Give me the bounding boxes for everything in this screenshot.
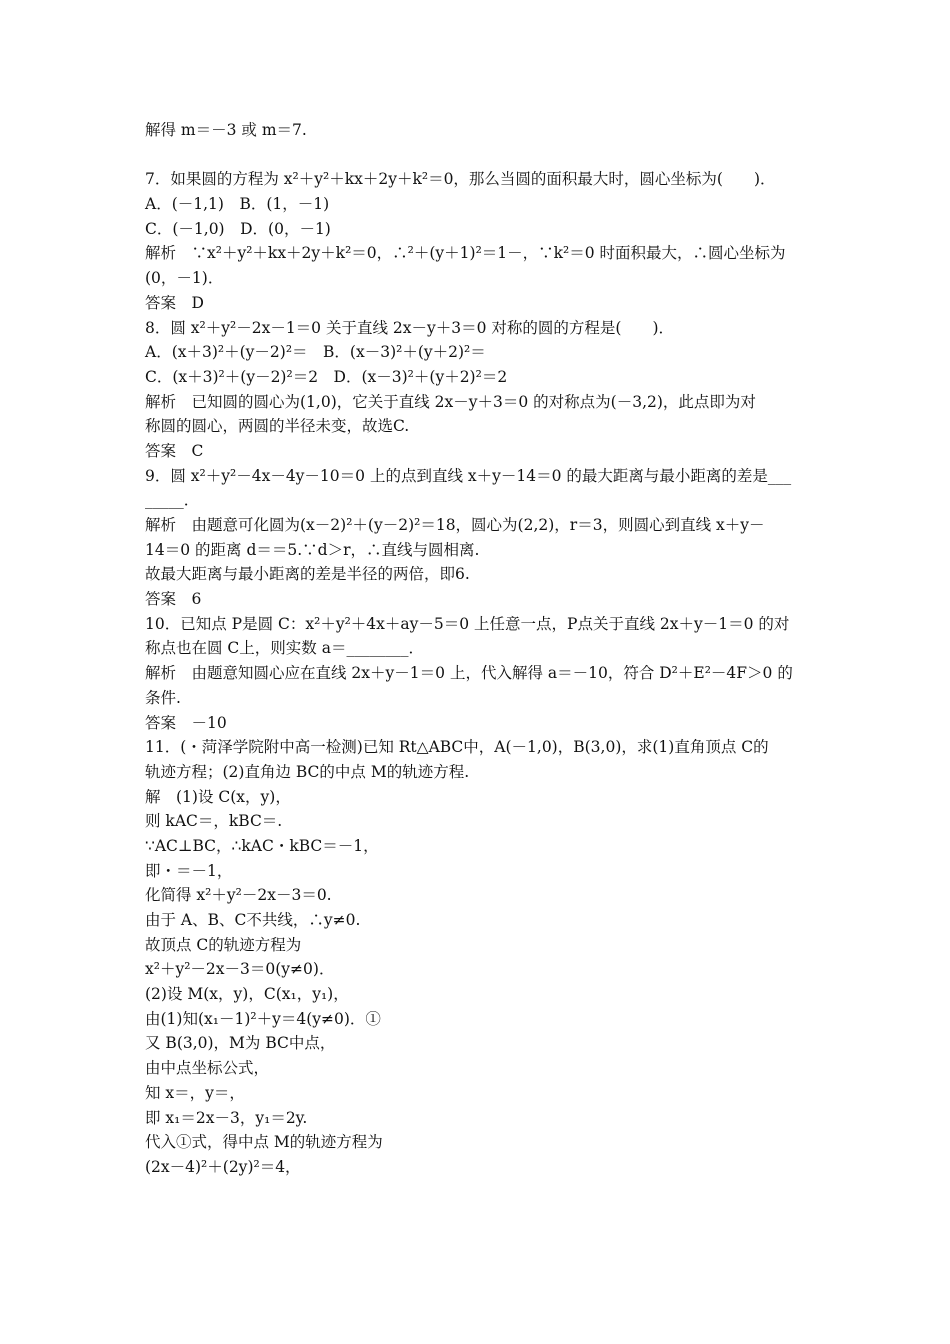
question-7-analysis: 解析 ∵x²＋y²＋kx＋2y＋k²＝0，∴²＋(y＋1)²＝1－，∵k²＝0 时面积最大，∴圆心坐标为 — [145, 244, 786, 263]
solution-line: 即 x₁＝2x－3，y₁＝2y. — [145, 1108, 308, 1127]
question-7-options-cd: C．(－1,0) D．(0，－1) — [145, 219, 331, 238]
question-9-answer: 答案 6 — [145, 590, 202, 609]
question-10-stem-cont: 称点也在圆 C上，则实数 a＝________． — [145, 639, 424, 658]
question-9-analysis: 解析 由题意可化圆为(x－2)²＋(y－2)²＝18，圆心为(2,2)，r＝3，则圆心到直线 x＋y－ — [145, 516, 765, 534]
solution-line: 代入①式，得中点 M的轨迹方程为 — [145, 1133, 383, 1152]
question-9-stem: 9．圆 x²＋y²－4x－4y－10＝0 上的点到直线 x＋y－14＝0 的最大距离与最小距离的差是___ — [145, 466, 792, 485]
question-8-options-cd: C．(x＋3)²＋(y－2)²＝2 D．(x－3)²＋(y＋2)²＝2 — [145, 367, 508, 386]
question-8-analysis-cont: 称圆的圆心，两圆的半径未变，故选C. — [145, 417, 410, 436]
question-11-stem-cont: 轨迹方程；(2)直角边 BC的中点 M的轨迹方程. — [145, 762, 470, 781]
solution-line: 由于 A、B、C不共线，∴y≠0. — [145, 911, 361, 929]
solution-line: 由(1)知(x₁－1)²＋y＝4(y≠0)．① — [145, 1009, 381, 1028]
solution-line: 即・＝－1， — [145, 861, 233, 880]
question-7-options-ab: A．(－1,1) B．(1，－1) — [145, 195, 330, 214]
solution-line: 知 x＝，y＝， — [145, 1083, 245, 1102]
question-9-stem-cont: _____． — [145, 491, 200, 510]
question-7-stem: 7．如果圆的方程为 x²＋y²＋kx＋2y＋k²＝0，那么当圆的面积最大时，圆心坐标为( )． — [145, 170, 776, 189]
solution-line: 由中点坐标公式， — [145, 1059, 270, 1078]
text-line: 解得 m＝－3 或 m＝7. — [145, 121, 307, 139]
question-10-analysis-cont: 条件. — [145, 688, 181, 707]
question-7-answer: 答案 D — [145, 293, 204, 312]
solution-line: 化简得 x²＋y²－2x－3＝0. — [145, 886, 332, 905]
solution-line: (2x－4)²＋(2y)²＝4， — [145, 1157, 301, 1176]
solution-line: ∵AC⊥BC，∴kAC・kBC＝－1， — [145, 836, 379, 855]
question-8-options-ab: A．(x＋3)²＋(y－2)²＝ B．(x－3)²＋(y＋2)²＝ — [145, 343, 486, 362]
question-8-answer: 答案 C — [145, 441, 204, 460]
solution-line: (2)设 M(x，y)，C(x₁，y₁)， — [145, 985, 349, 1004]
blank-line — [145, 143, 815, 168]
solution-line: x²＋y²－2x－3＝0(y≠0)． — [145, 960, 335, 979]
solution-line: 解 (1)设 C(x，y)， — [145, 787, 291, 806]
question-7-analysis-cont: (0，－1)． — [145, 269, 224, 288]
question-9-analysis-cont: 14＝0 的距离 d＝＝5.∵d＞r，∴直线与圆相离. — [145, 540, 480, 559]
question-10-analysis: 解析 由题意知圆心应在直线 2x＋y－1＝0 上，代入解得 a＝－10，符合 D²＋E²－4F＞0 的 — [145, 664, 793, 683]
document-body — [145, 118, 815, 1180]
question-8-analysis: 解析 已知圆的圆心为(1,0)，它关于直线 2x－y＋3＝0 的对称点为(－3,2)，此点即为对 — [145, 392, 756, 411]
solution-line: 又 B(3,0)，M为 BC中点， — [145, 1034, 336, 1053]
question-10-answer: 答案 －10 — [145, 713, 227, 732]
solution-line: 故顶点 C的轨迹方程为 — [145, 935, 302, 954]
question-8-stem: 8．圆 x²＋y²－2x－1＝0 关于直线 2x－y＋3＝0 对称的圆的方程是( )． — [145, 318, 674, 337]
question-11-stem: 11．(・菏泽学院附中高一检测)已知 Rt△ABC中，A(－1,0)，B(3,0)，求(1)直角顶点 C的 — [145, 738, 769, 757]
question-10-stem: 10．已知点 P是圆 C：x²＋y²＋4x＋ay－5＝0 上任意一点，P点关于直线 2x＋y－1＝0 的对 — [145, 614, 790, 633]
question-9-conclusion: 故最大距离与最小距离的差是半径的两倍，即6. — [145, 565, 470, 584]
solution-line: 则 kAC＝，kBC＝. — [145, 812, 283, 831]
